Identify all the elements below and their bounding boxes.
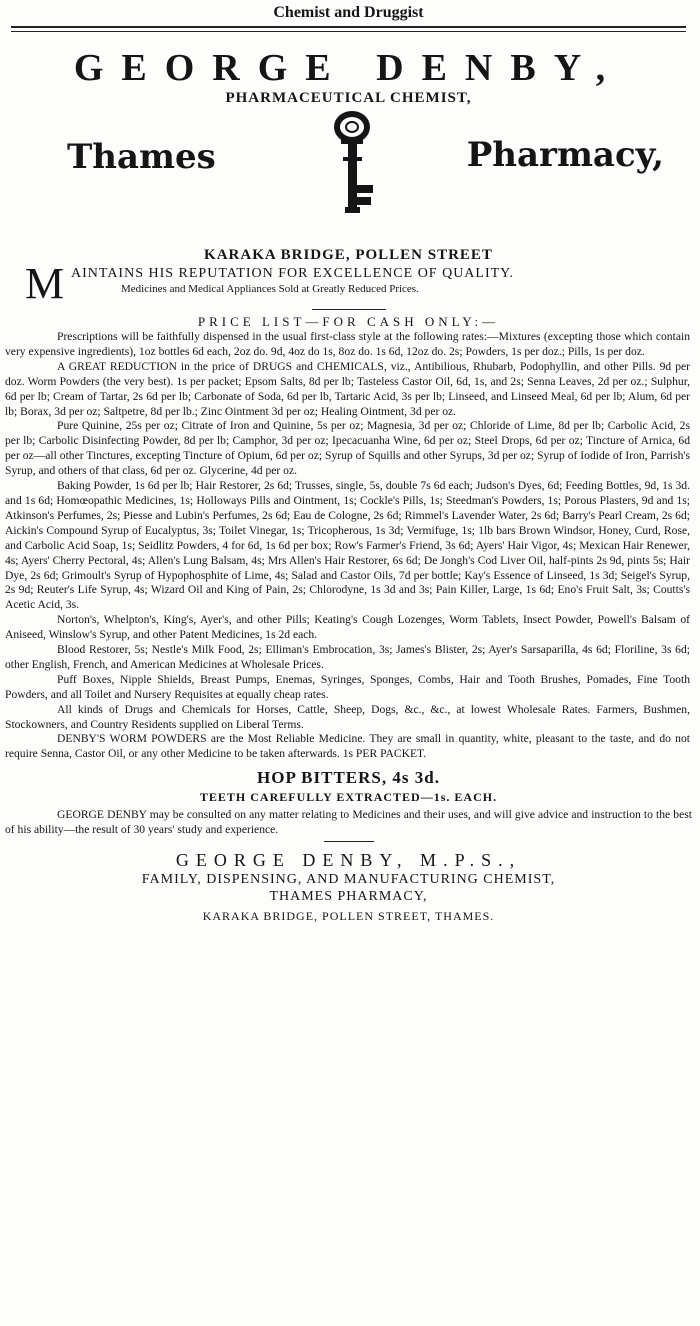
paragraph-drugs-chemicals: A GREAT REDUCTION in the price of DRUGS and CHEMICALS, viz., Antibilious, Rhubarb, Podophyllin, and other Pills. 9d per doz. Worm Powders (the very best). 1s per packet; Epsom Salts, 8d per lb; Tasteless Castor Oil, 6d, 1s, and 2s; Senna Leaves, 2d per oz.; Sulphur, 6d per lb; Cream of Tartar, 2s 6d per lb; Carbonate of Soda, 6d per lb, Tartaric Acid, 3s per lb; Linseed, and Linseed Meal, 6d per lb; Alum, 6d per lb; Borax, 3d per oz; Saltpetre, 8d per lb.; Zinc Ointment 3d per oz; Healing Ointment, 3d per oz. [5, 359, 690, 418]
drop-cap: M [25, 259, 65, 308]
signature-shop: THAMES PHARMACY, [269, 889, 428, 905]
consultation-text: GEORGE DENBY may be consulted on any matter relating to Medicines and their uses, and will give advice and instruction to the best of his ability—the result of 30 years' study and experience. [5, 808, 692, 837]
signature-divider [324, 841, 374, 842]
signature-role: FAMILY, DISPENSING, AND MANUFACTURING CHEMIST, [141, 872, 556, 888]
paragraph-worm-powders: DENBY'S WORM POWDERS are the Most Reliable Medicine. They are small in quantity, white, pleasant to the taste, and do not require Senna, Castor Oil, or any other Medicine to be taken afterwards. 1s PER PACKET. [5, 732, 690, 761]
paragraph-sundries: Puff Boxes, Nipple Shields, Breast Pumps, Enemas, Syringes, Sponges, Combs, Hair and Tooth Brushes, Pomades, Fine Tooth Powders, and all Toilet and Nursery Requisites at equally cheap rates. [5, 672, 690, 701]
pharmacy-banner [5, 109, 692, 219]
price-list-body [5, 330, 692, 762]
proprietor-name: GEORGE DENBY, [73, 47, 624, 89]
address-line: KARAKA BRIDGE, POLLEN STREET [204, 247, 493, 263]
teeth-extracted: TEETH CAREFULLY EXTRACTED—1s. EACH. [199, 790, 498, 805]
divider [312, 309, 386, 310]
reduced-prices-line: Medicines and Medical Appliances Sold at Greatly Reduced Prices. [121, 283, 419, 295]
paragraph-prescriptions: Prescriptions will be faithfully dispensed in the usual first-class style at the following rates:—Mixtures (excepting those which contain very expensive ingredients), 1oz bottles 6d each, 2oz do. 9d, 4oz do 1s, 8oz do. 1s 6d, 12oz do. 2s; Powders, 1s per doz.; Pills, 1s per doz. [5, 330, 690, 358]
consultation-note [5, 807, 692, 837]
reputation-block [5, 259, 692, 308]
signature-address: KARAKA BRIDGE, POLLEN STREET, THAMES. [202, 909, 495, 924]
paragraph-toiletries: Baking Powder, 1s 6d per lb; Hair Restorer, 2s 6d; Trusses, single, 5s, double 7s 6d each; Judson's Dyes, 6d; Feeding Bottles, 9d, 1s 3d. and 1s 6d; Homœopathic Medicines, 1s; Holloways Pills and Ointment, 1s; Cockle's Pills, 1s; Steedman's Powders, 1s; Porous Plasters, 9d and 1s; Atkinson's Perfumes, 2s; Piesse and Lubin's Perfumes, 2s 6d; Eau de Cologne, 2s 6d; Rimmel's Lavender Water, 2s 6d; Barry's Pearl Cream, 2s 6d; Aickin's Compound Syrup of Eucalyptus, 3s; Toilet Vinegar, 1s; Tricopherous, 1s 3d; Vermifuge, 1s; 1lb bars Brown Windsor, Honey, Curd, Rose, and Carbolic Acid Soap, 1s; Seidlitz Powders, 4 for 6d, 1s 6d per box; Row's Farmer's Friend, 3s 6d; Ayers' Hair Vigor, 4s; Mexican Hair Renewer, 4s; Ayers' Cherry Pectoral, 4s; Allen's Lung Balsam, 4s; Mrs Allen's Hair Restorer, 6s 6d; De Jongh's Cod Liver Oil, half-pints 2s 9d, pints 5s; Hair Dye, 2s 6d; Grimoult's Syrup of Hypophosphite of Lime, 4s; Salad and Castor Oils, 7d per bottle; Kay's Essence of Linseed, 1s 3d; Seigel's Syrup, 2s 9d; Reuter's Life Syrup, 4s; Wizard Oil and King of Pain, 2s; Chlorodyne, 1s 3d and 3s; Pain Killer, Large, 1s 6d; Eno's Fruit Salt, 3s; Coutts's Acetic Acid, 3s. [5, 479, 690, 612]
key-icon [327, 111, 377, 221]
price-list-heading: PRICE LIST—FOR CASH ONLY:— [197, 314, 500, 329]
paragraph-quinine: Pure Quinine, 25s per oz; Citrate of Iron and Quinine, 5s per oz; Magnesia, 3d per oz; Chloride of Lime, 8d per lb; Carbolic Acid, 2s per lb; Carbolic Disinfecting Powder, 8d per lb; Camphor, 3d per oz; Ipecacuanha Wine, 6d per oz; Steel Drops, 6d per oz; Tincture of Arnica, 6d per oz—all other Tinctures, excepting Tincture of Opium, 6d per oz; Syrup of Squills and other Syrups, 3d per oz; Syrup of Iodide of Iron, Parrish's Syrup, and others of that class, 6d per oz. Glycerine, 4d per oz. [5, 419, 690, 478]
banner-thames: Thames [67, 137, 216, 177]
section-header: Chemist and Druggist [11, 0, 686, 28]
paragraph-livestock: All kinds of Drugs and Chemicals for Horses, Cattle, Sheep, Dogs, &c., &c., at lowest Wholesale Rates. Farmers, Bushmen, Stockowners, and Country Residents supplied on Liberal Terms. [5, 702, 690, 731]
paragraph-pills: Norton's, Whelpton's, King's, Ayer's, and other Pills; Keating's Cough Lozenges, Worm Tablets, Insect Powder, Powell's Balsam of Aniseed, Winslow's Syrup, and other Patent Medicines, 1s 2d each. [5, 613, 690, 642]
reputation-line: AINTAINS HIS REPUTATION FOR EXCELLENCE OF QUALITY. [71, 266, 514, 281]
hop-bitters: HOP BITTERS, 4s 3d. [257, 768, 440, 788]
proprietor-title: PHARMACEUTICAL CHEMIST, [225, 90, 472, 106]
header-rule [11, 31, 686, 32]
banner-pharmacy: Pharmacy, [466, 135, 664, 175]
signature-name: GEORGE DENBY, M.P.S., [175, 850, 522, 871]
paragraph-blood-restorer: Blood Restorer, 5s; Nestle's Milk Food, 2s; Elliman's Embrocation, 3s; James's Blister, 2s; Ayer's Sarsaparilla, 4s 6d; Floriline, 3s 6d; other English, French, and American Medicines at Wholesale Prices. [5, 643, 690, 671]
